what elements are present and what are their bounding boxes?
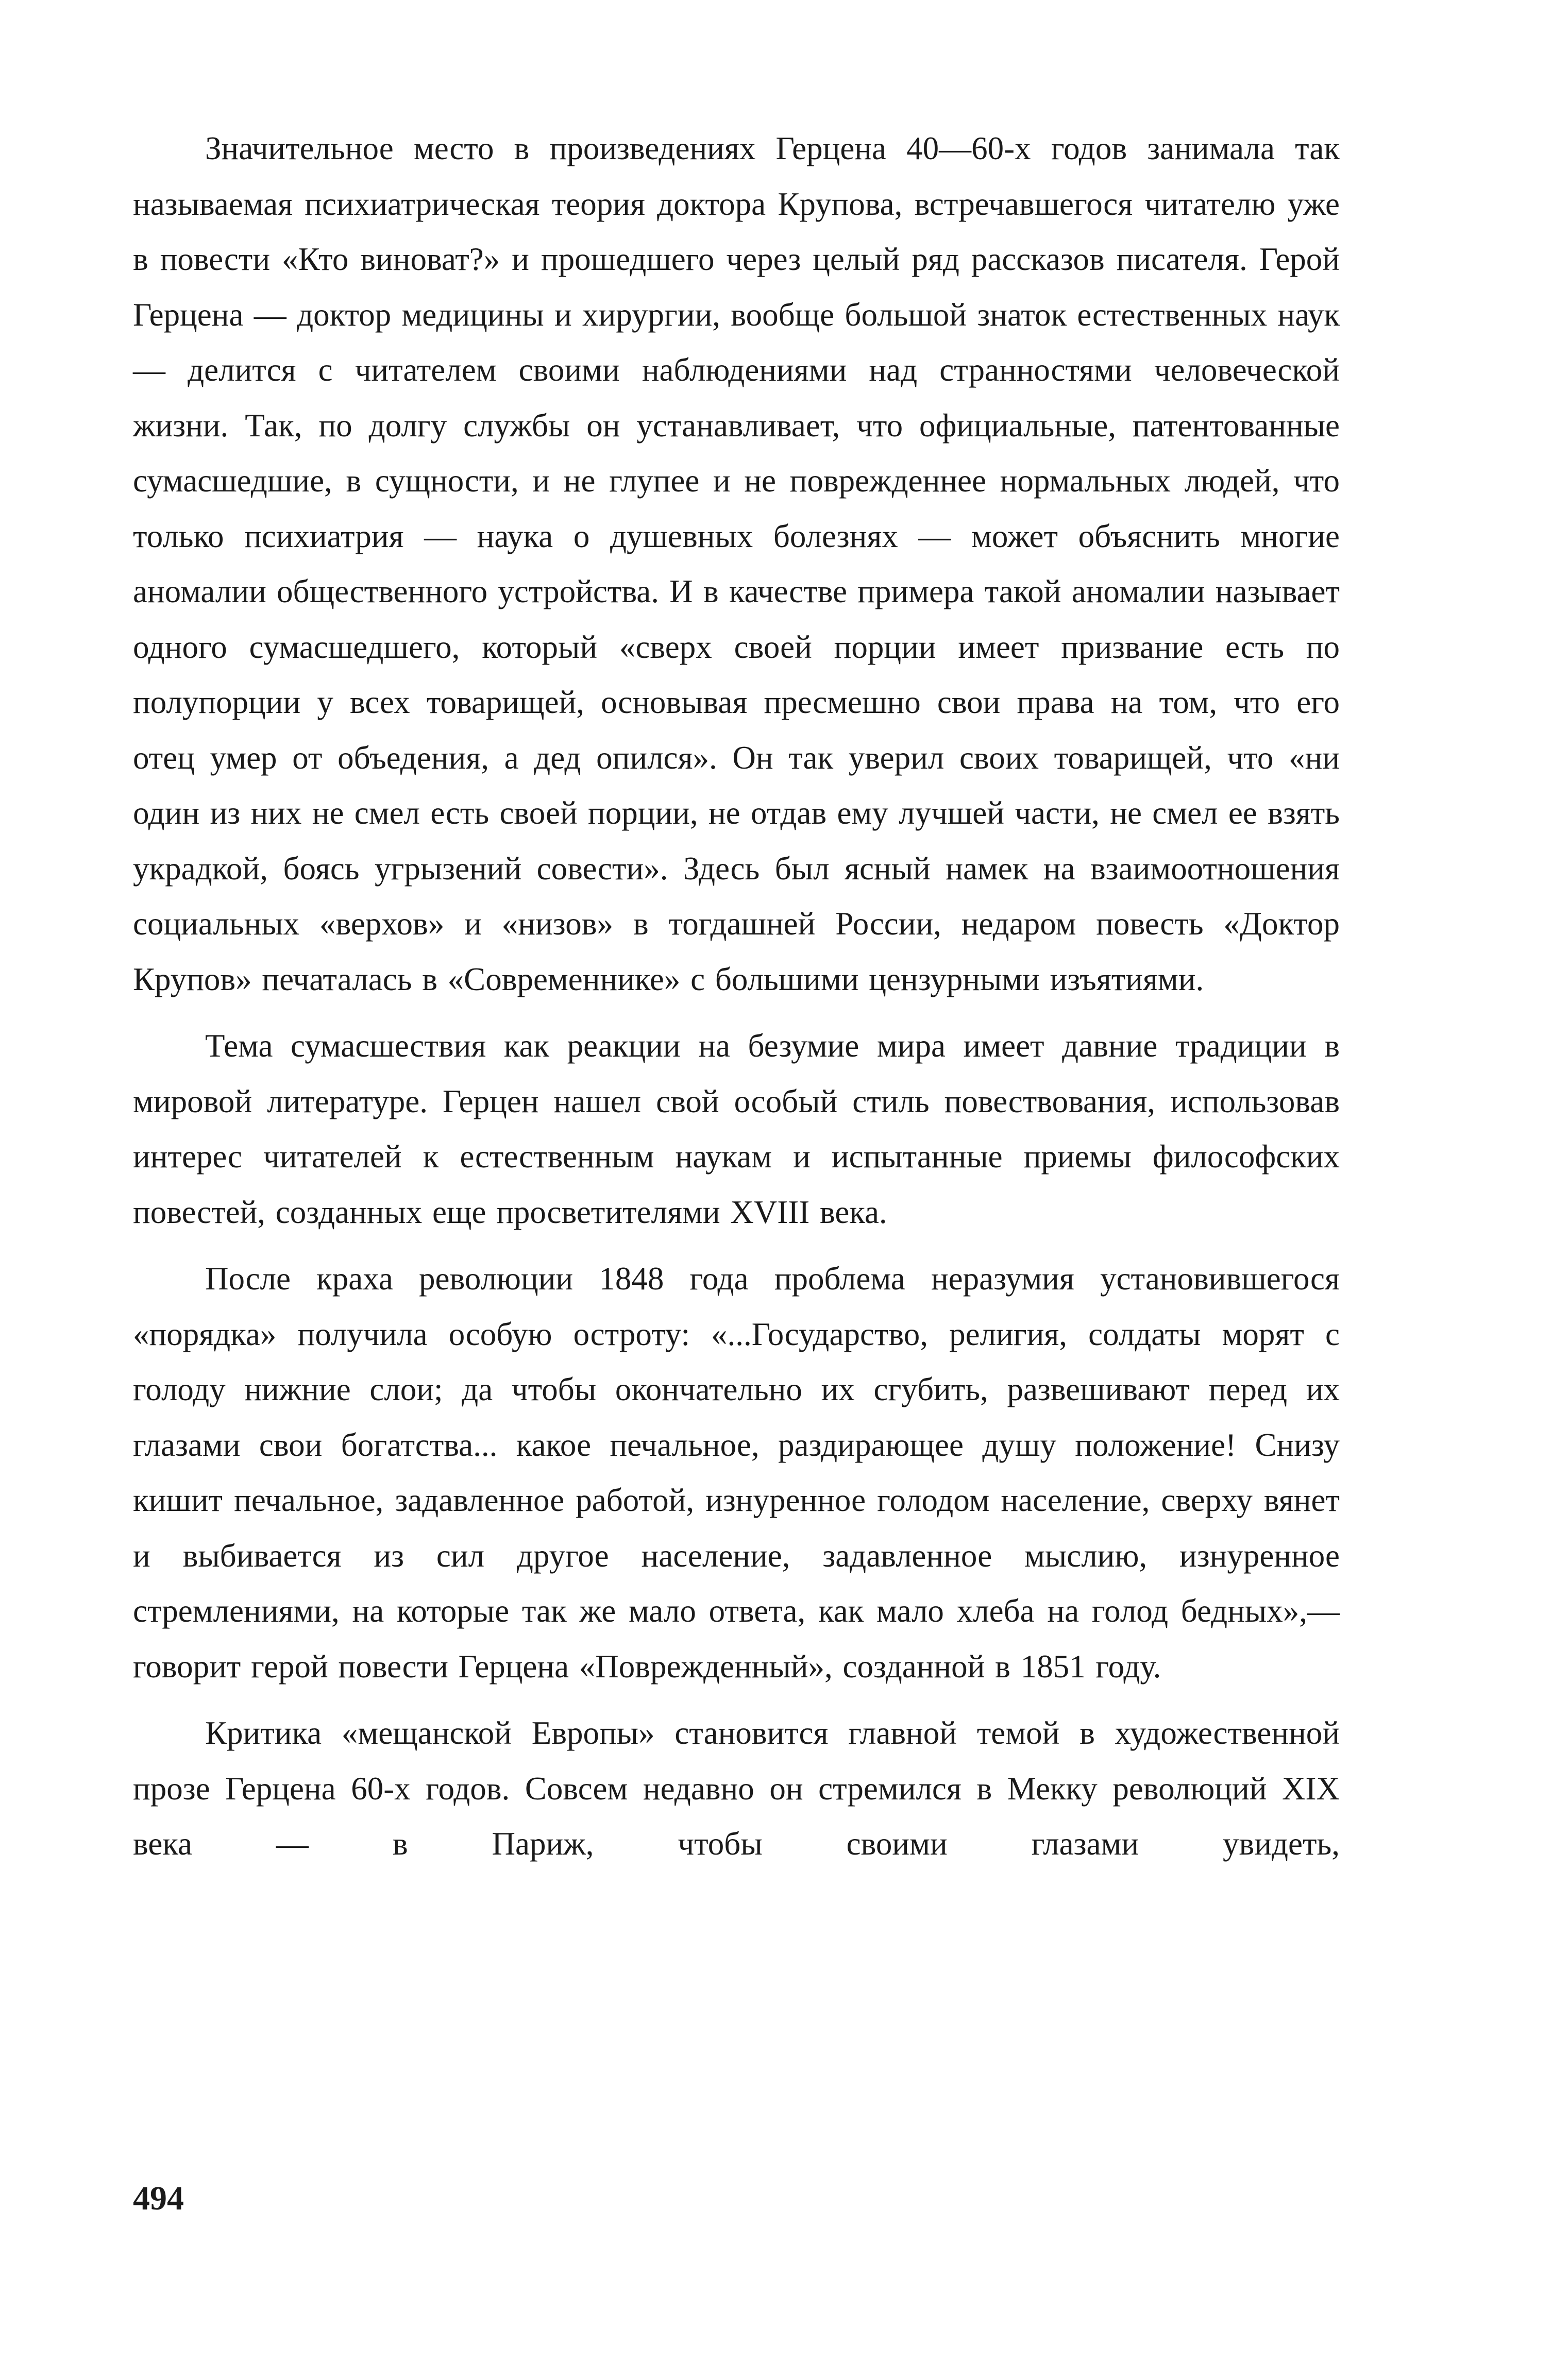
page-number: 494 — [133, 2180, 184, 2217]
paragraph-1: Значительное место в произведениях Герцена 40—60-х годов занимала так называемая психиатрическая теория доктора Крупова, встречавшегося читателю уже в повести «Кто виноват?» и прошедшего через целый ряд рассказов писателя. Герой Герцена — доктор медицины и хирургии, вообще большой знаток естественных наук — делится с читателем своими наблюдениями над странностями человеческой жизни. Так, по долгу службы он устанавливает, что официальные, патентованные сумасшедшие, в сущности, и не глупее и не поврежденнее нормальных людей, что только психиатрия — наука о душевных болезнях — может объяснить многие аномалии общественного устройства. И в качестве примера такой аномалии называет одного сумасшедшего, который «сверх своей порции имеет призвание есть по полупорции у всех товарищей, основывая пресмешно свои права на том, что его отец умер от объедения, а дед опился». Он так уверил своих товарищей, что «ни один из них не смел есть своей порции, не отдав ему лучшей части, не смел ее взять украдкой, боясь угрызений совести». Здесь был ясный намек на взаимоотношения социальных «верхов» и «низов» в тогдашней России, недаром повесть «Доктор Крупов» печаталась в «Современнике» с большими цензурными изъятиями. — [133, 130, 1340, 997]
page-body — [133, 121, 1340, 1872]
paragraph-3: После краха революции 1848 года проблема неразумия установившегося «порядка» получила особую остроту: «...Государство, религия, солдаты морят с голоду нижние слои; да чтобы окончательно их сгубить, развешивают перед их глазами свои богатства... какое печальное, раздирающее душу положение! Снизу кишит печальное, задавленное работой, изнуренное голодом население, сверху вянет и выбивается из сил другое население, задавленное мыслию, изнуренное стремлениями, на которые так же мало ответа, как мало хлеба на голод бедных»,— говорит герой повести Герцена «Поврежденный», созданной в 1851 году. — [133, 1261, 1340, 1685]
paragraph-4: Критика «мещанской Европы» становится главной темой в художественной прозе Герцена 60-х годов. Совсем недавно он стремился в Мекку революций XIX века — в Париж, чтобы своими глазами увидеть, — [133, 1715, 1340, 1862]
paragraph-2: Тема сумасшествия как реакции на безумие мира имеет давние традиции в мировой литературе. Герцен нашел свой особый стиль повествования, использовав интерес читателей к естественным наукам и испытанные приемы философских повестей, созданных еще просветителями XVIII века. — [133, 1028, 1340, 1230]
